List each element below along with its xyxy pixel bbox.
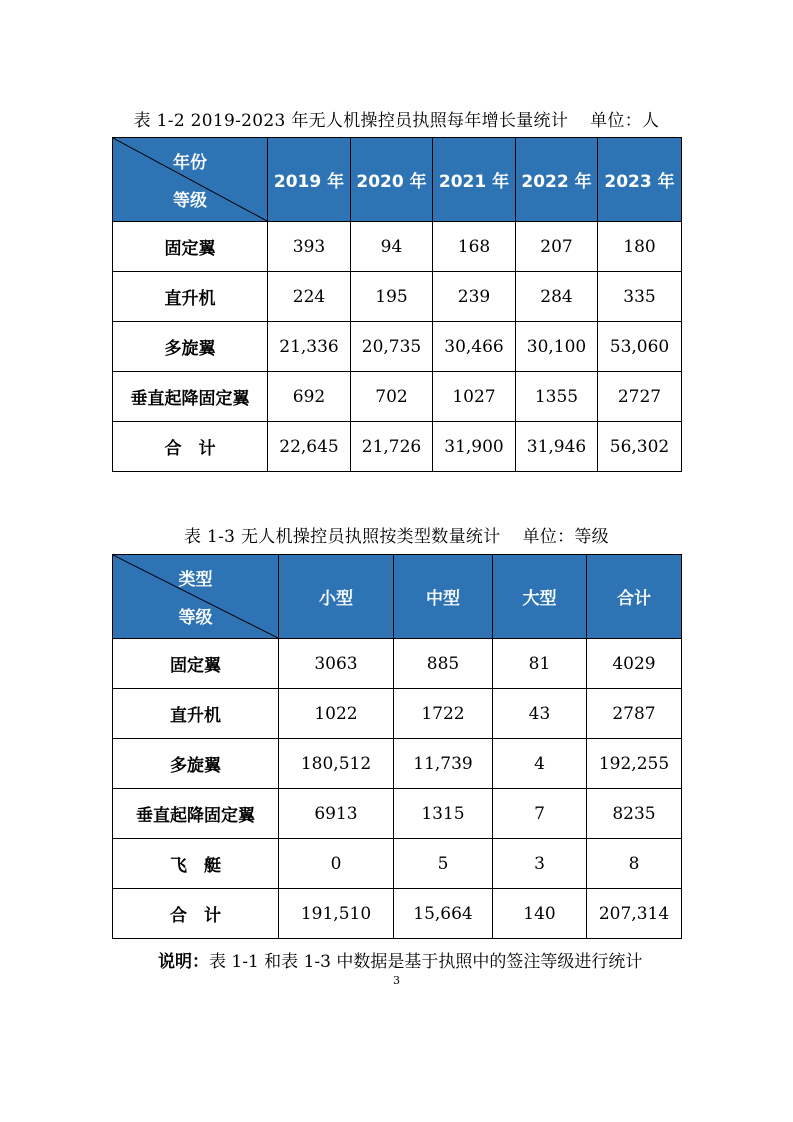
- table-cell: 1027: [433, 372, 516, 422]
- table-row: [113, 222, 682, 272]
- table2-unit: 单位：人: [590, 111, 660, 131]
- row-label: 直升机: [113, 689, 279, 739]
- table3-column-header: 小型: [279, 555, 394, 639]
- table-cell: 2727: [598, 372, 682, 422]
- table2-header-row: [113, 138, 682, 222]
- table-cell: 30,100: [516, 322, 598, 372]
- table-total-row: [113, 422, 682, 472]
- table-row: [113, 789, 682, 839]
- row-label: 垂直起降固定翼: [113, 789, 279, 839]
- table2-corner-top-label: 年份: [173, 153, 207, 173]
- table3-caption: [0, 522, 793, 547]
- table-cell: 56,302: [598, 422, 682, 472]
- table-row: [113, 639, 682, 689]
- table2-column-header: 2023 年: [598, 138, 682, 222]
- table-cell: 1315: [394, 789, 493, 839]
- table-cell: 207: [516, 222, 598, 272]
- table3-corner-bottom-label: 等级: [178, 608, 213, 628]
- table-cell: 192,255: [587, 739, 682, 789]
- table-row: [113, 689, 682, 739]
- table-cell: 6913: [279, 789, 394, 839]
- row-label: 合 计: [113, 422, 268, 472]
- table-cell: 15,664: [394, 889, 493, 939]
- table-cell: 31,900: [433, 422, 516, 472]
- table-cell: 885: [394, 639, 493, 689]
- table-cell: 2787: [587, 689, 682, 739]
- table-row: [113, 322, 682, 372]
- table-cell: 53,060: [598, 322, 682, 372]
- table-cell: 393: [268, 222, 351, 272]
- table-cell: 5: [394, 839, 493, 889]
- table3-header-row: [113, 555, 682, 639]
- table-cell: 4029: [587, 639, 682, 689]
- table-cell: 180,512: [279, 739, 394, 789]
- table-cell: 692: [268, 372, 351, 422]
- table-cell: 180: [598, 222, 682, 272]
- table-cell: 168: [433, 222, 516, 272]
- table-cell: 30,466: [433, 322, 516, 372]
- table2-column-header: 2021 年: [433, 138, 516, 222]
- table2-column-header: 2020 年: [351, 138, 433, 222]
- footnote: [158, 947, 642, 972]
- row-label: 合 计: [113, 889, 279, 939]
- footnote-text: 表 1-1 和表 1-3 中数据是基于执照中的签注等级进行统计: [209, 952, 643, 972]
- row-label: 飞 艇: [113, 839, 279, 889]
- table3-column-header: 中型: [394, 555, 493, 639]
- table-cell: 4: [493, 739, 587, 789]
- table-cell: 195: [351, 272, 433, 322]
- table-cell: 207,314: [587, 889, 682, 939]
- table2-column-header: 2022 年: [516, 138, 598, 222]
- table-cell: 21,336: [268, 322, 351, 372]
- table3-corner-cell: [113, 555, 279, 639]
- table-cell: 191,510: [279, 889, 394, 939]
- table-cell: 284: [516, 272, 598, 322]
- table-cell: 1722: [394, 689, 493, 739]
- table-cell: 224: [268, 272, 351, 322]
- row-label: 固定翼: [113, 639, 279, 689]
- table-cell: 335: [598, 272, 682, 322]
- table-cell: 20,735: [351, 322, 433, 372]
- table2: [112, 137, 682, 472]
- table-cell: 7: [493, 789, 587, 839]
- row-label: 垂直起降固定翼: [113, 372, 268, 422]
- table-cell: 239: [433, 272, 516, 322]
- table-total-row: [113, 889, 682, 939]
- table-cell: 1022: [279, 689, 394, 739]
- table-row: [113, 272, 682, 322]
- table-cell: 1355: [516, 372, 598, 422]
- table-cell: 0: [279, 839, 394, 889]
- table-cell: 21,726: [351, 422, 433, 472]
- table-row: [113, 372, 682, 422]
- table-cell: 8235: [587, 789, 682, 839]
- table-cell: 81: [493, 639, 587, 689]
- row-label: 直升机: [113, 272, 268, 322]
- row-label: 固定翼: [113, 222, 268, 272]
- table-row: [113, 739, 682, 789]
- table3-column-header: 合计: [587, 555, 682, 639]
- table2-column-header: 2019 年: [268, 138, 351, 222]
- table-cell: 140: [493, 889, 587, 939]
- table-row: [113, 839, 682, 889]
- table2-caption: [0, 106, 793, 131]
- table3-column-header: 大型: [493, 555, 587, 639]
- table2-corner-bottom-label: 等级: [173, 191, 207, 211]
- page-number: 3: [393, 974, 400, 987]
- table-cell: 3063: [279, 639, 394, 689]
- row-label: 多旋翼: [113, 739, 279, 789]
- table3: [112, 554, 682, 939]
- table3-caption-title: 表 1-3 无人机操控员执照按类型数量统计: [184, 527, 501, 547]
- table-cell: 8: [587, 839, 682, 889]
- table-cell: 22,645: [268, 422, 351, 472]
- table3-unit: 单位：等级: [522, 527, 609, 547]
- table-cell: 43: [493, 689, 587, 739]
- table3-corner-top-label: 类型: [178, 570, 213, 590]
- table2-corner-cell: [113, 138, 268, 222]
- table-cell: 702: [351, 372, 433, 422]
- table-cell: 94: [351, 222, 433, 272]
- row-label: 多旋翼: [113, 322, 268, 372]
- table-cell: 31,946: [516, 422, 598, 472]
- table2-caption-title: 表 1-2 2019-2023 年无人机操控员执照每年增长量统计: [133, 111, 569, 131]
- table-cell: 11,739: [394, 739, 493, 789]
- footnote-label: 说明：: [158, 952, 209, 972]
- table-cell: 3: [493, 839, 587, 889]
